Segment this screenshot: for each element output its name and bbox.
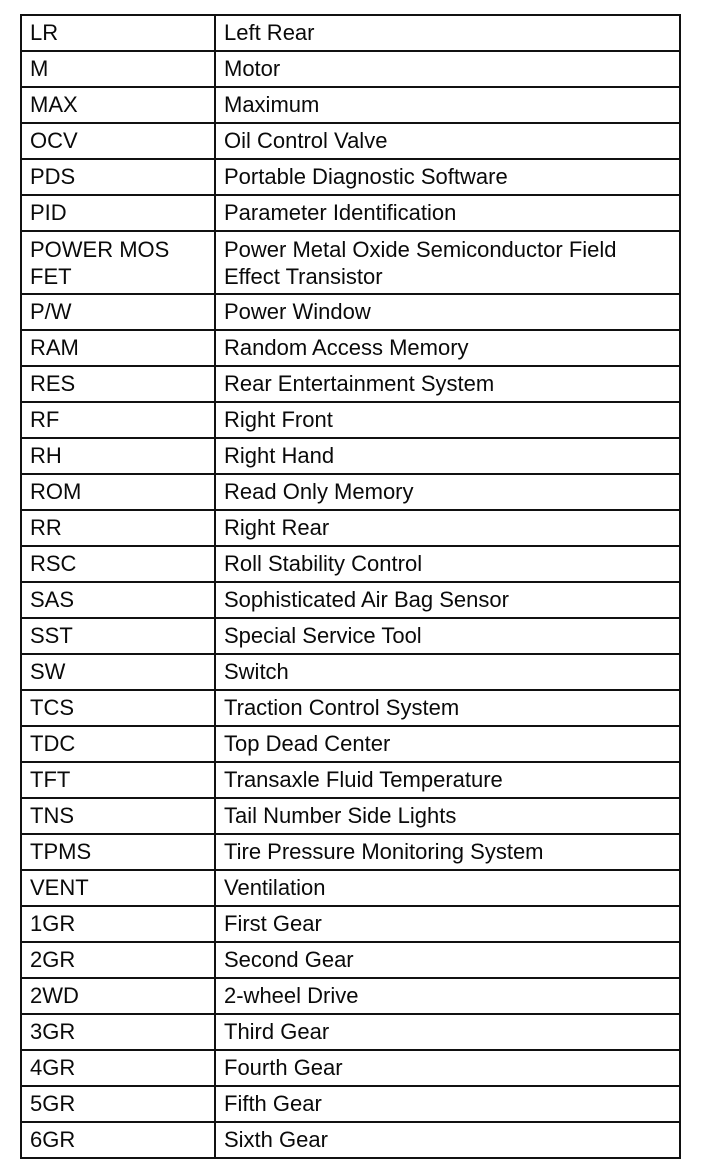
table-row [21, 1122, 680, 1158]
table-row [21, 51, 680, 87]
table-row [21, 366, 680, 402]
meaning-cell: Read Only Memory [215, 474, 680, 510]
meaning-cell: Parameter Identification [215, 195, 680, 231]
table-row [21, 762, 680, 798]
abbreviation-cell: TNS [21, 798, 215, 834]
meaning-cell: Roll Stability Control [215, 546, 680, 582]
meaning-cell: Transaxle Fluid Temperature [215, 762, 680, 798]
table-row [21, 834, 680, 870]
meaning-cell: Ventilation [215, 870, 680, 906]
table-row [21, 870, 680, 906]
table-row [21, 402, 680, 438]
table-row [21, 906, 680, 942]
meaning-cell: Power Metal Oxide Semiconductor Field Effect Transistor [215, 231, 680, 294]
abbreviation-cell: OCV [21, 123, 215, 159]
meaning-cell: Left Rear [215, 15, 680, 51]
table-row [21, 1050, 680, 1086]
meaning-cell: 2-wheel Drive [215, 978, 680, 1014]
abbreviation-cell: VENT [21, 870, 215, 906]
abbreviation-cell: LR [21, 15, 215, 51]
meaning-cell: Fourth Gear [215, 1050, 680, 1086]
abbreviation-cell: TFT [21, 762, 215, 798]
table-row [21, 159, 680, 195]
table-row [21, 726, 680, 762]
meaning-cell: Traction Control System [215, 690, 680, 726]
abbreviation-cell: 6GR [21, 1122, 215, 1158]
meaning-cell: Tail Number Side Lights [215, 798, 680, 834]
abbreviation-cell: 4GR [21, 1050, 215, 1086]
abbreviation-cell: ROM [21, 474, 215, 510]
meaning-cell: Rear Entertainment System [215, 366, 680, 402]
meaning-cell: Fifth Gear [215, 1086, 680, 1122]
meaning-cell: Right Hand [215, 438, 680, 474]
abbreviation-cell: M [21, 51, 215, 87]
meaning-cell: Switch [215, 654, 680, 690]
abbreviation-cell: 2GR [21, 942, 215, 978]
meaning-cell: Sophisticated Air Bag Sensor [215, 582, 680, 618]
meaning-cell: Maximum [215, 87, 680, 123]
abbreviation-cell: RR [21, 510, 215, 546]
meaning-cell: Right Rear [215, 510, 680, 546]
table-row [21, 546, 680, 582]
table-row [21, 1014, 680, 1050]
abbreviation-cell: 5GR [21, 1086, 215, 1122]
table-row [21, 474, 680, 510]
abbreviation-cell: RH [21, 438, 215, 474]
meaning-cell: Third Gear [215, 1014, 680, 1050]
meaning-cell: Tire Pressure Monitoring System [215, 834, 680, 870]
table-row [21, 978, 680, 1014]
meaning-cell: Oil Control Valve [215, 123, 680, 159]
table-row [21, 330, 680, 366]
meaning-cell: First Gear [215, 906, 680, 942]
abbreviation-cell: P/W [21, 294, 215, 330]
meaning-cell: Motor [215, 51, 680, 87]
table-row [21, 438, 680, 474]
abbreviation-cell: RAM [21, 330, 215, 366]
meaning-cell: Sixth Gear [215, 1122, 680, 1158]
abbreviation-cell: RES [21, 366, 215, 402]
meaning-cell: Portable Diagnostic Software [215, 159, 680, 195]
table-row [21, 87, 680, 123]
table-row [21, 654, 680, 690]
abbreviation-table [20, 14, 681, 1159]
table-row [21, 15, 680, 51]
abbreviation-cell: POWER MOS FET [21, 231, 215, 294]
table-row [21, 582, 680, 618]
table-row [21, 690, 680, 726]
abbreviation-cell: 1GR [21, 906, 215, 942]
abbreviation-cell: PDS [21, 159, 215, 195]
abbreviation-cell: SW [21, 654, 215, 690]
abbreviation-cell: MAX [21, 87, 215, 123]
abbreviation-cell: SAS [21, 582, 215, 618]
meaning-cell: Top Dead Center [215, 726, 680, 762]
table-row [21, 195, 680, 231]
table-row [21, 798, 680, 834]
table-row [21, 618, 680, 654]
abbreviation-cell: SST [21, 618, 215, 654]
meaning-cell: Power Window [215, 294, 680, 330]
table-row [21, 510, 680, 546]
abbreviation-cell: TDC [21, 726, 215, 762]
table-row [21, 294, 680, 330]
meaning-cell: Special Service Tool [215, 618, 680, 654]
abbreviation-cell: PID [21, 195, 215, 231]
abbreviation-table-body [21, 15, 680, 1158]
table-row [21, 123, 680, 159]
abbreviation-cell: RF [21, 402, 215, 438]
meaning-cell: Random Access Memory [215, 330, 680, 366]
abbreviation-cell: TPMS [21, 834, 215, 870]
abbreviation-cell: RSC [21, 546, 215, 582]
abbreviation-cell: TCS [21, 690, 215, 726]
meaning-cell: Right Front [215, 402, 680, 438]
table-row [21, 231, 680, 294]
abbreviation-cell: 2WD [21, 978, 215, 1014]
abbreviation-cell: 3GR [21, 1014, 215, 1050]
meaning-cell: Second Gear [215, 942, 680, 978]
table-row [21, 942, 680, 978]
table-row [21, 1086, 680, 1122]
